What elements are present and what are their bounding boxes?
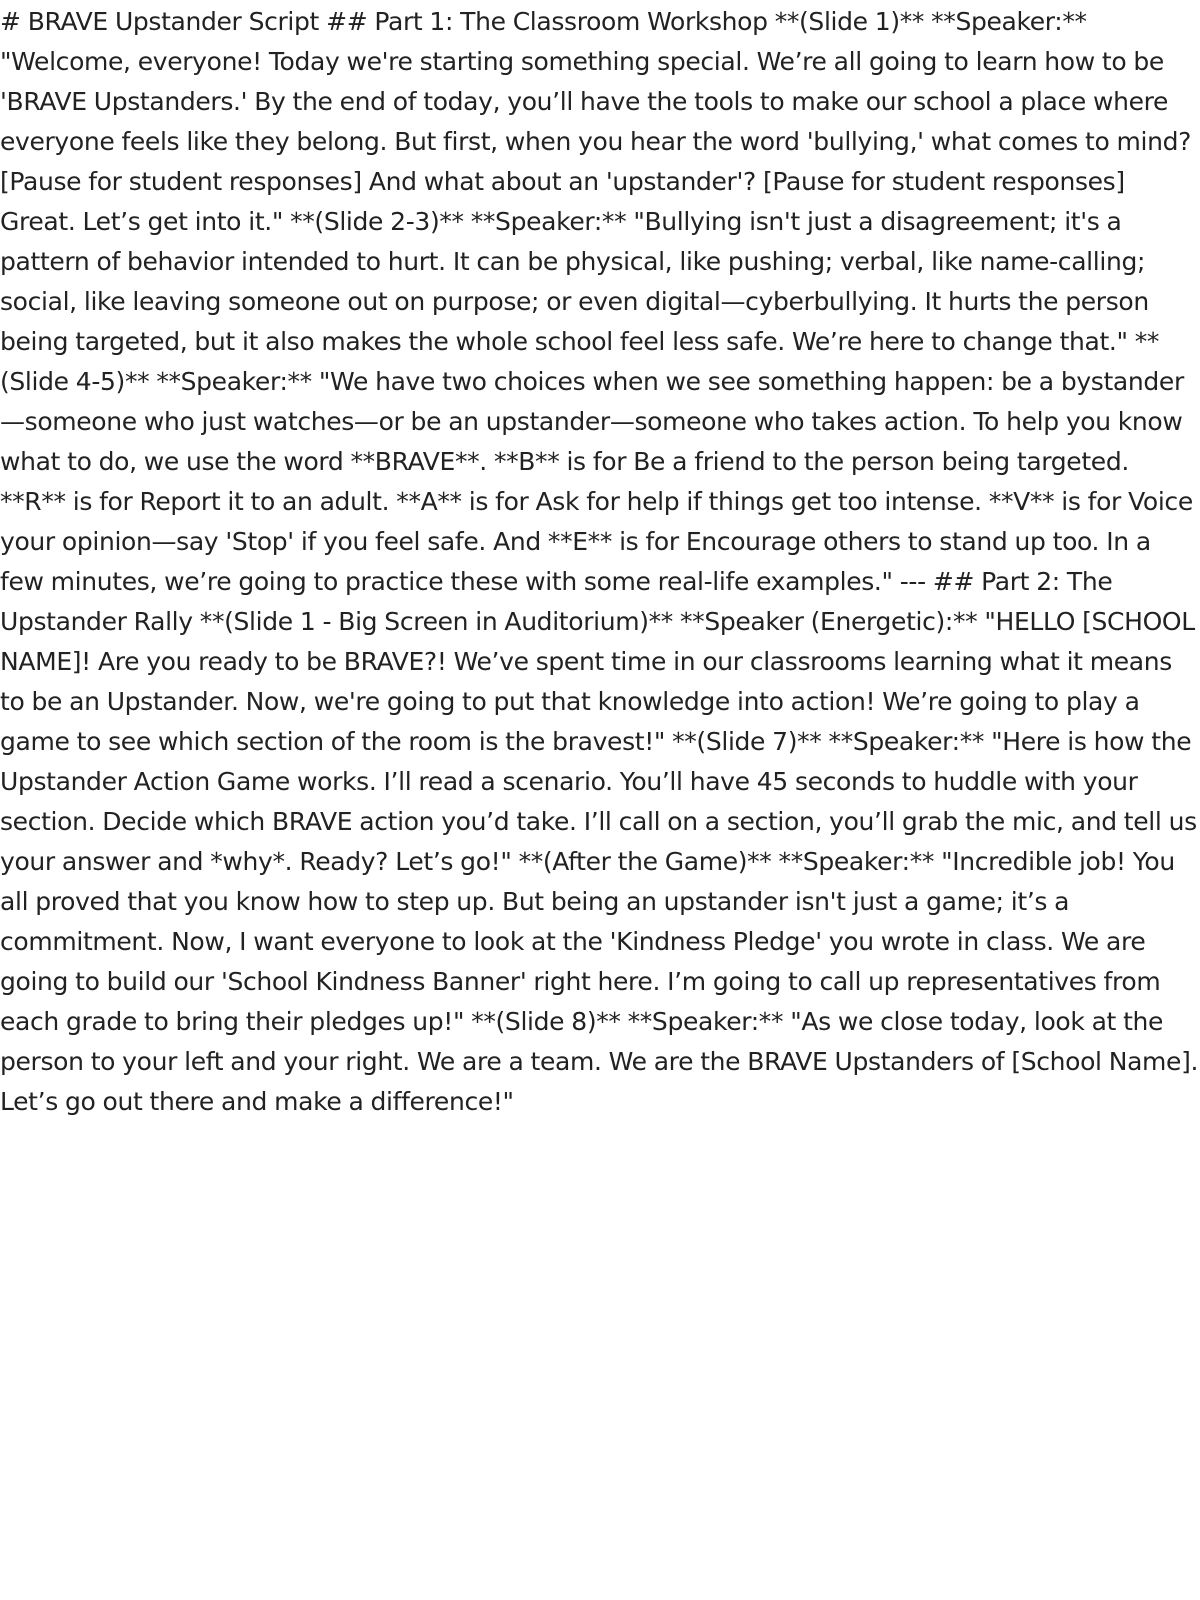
document-body <box>0 2 1200 1122</box>
script-text: # BRAVE Upstander Script ## Part 1: The Classroom Workshop **(Slide 1)** **Speaker:** "Welcome, everyone! Today we're starting something special. We’re all going to learn how to be 'BRAVE Upstanders.' By the end of today, you’ll have the tools to make our school a place where everyone feels like they belong. But first, when you hear the word 'bullying,' what comes to mind? [Pause for student responses] And what about an 'upstander'? [Pause for student responses] Great. Let’s get into it." **(Slide 2-3)** **Speaker:** "Bullying isn't just a disagreement; it's a pattern of behavior intended to hurt. It can be physical, like pushing; verbal, like name-calling; social, like leaving someone out on purpose; or even digital—cyberbullying. It hurts the person being targeted, but it also makes the whole school feel less safe. We’re here to change that." **(Slide 4-5)** **Speaker:** "We have two choices when we see something happen: be a bystander—someone who just watches—or be an upstander—someone who takes action. To help you know what to do, we use the word **BRAVE**. **B** is for Be a friend to the person being targeted. **R** is for Report it to an adult. **A** is for Ask for help if things get too intense. **V** is for Voice your opinion—say 'Stop' if you feel safe. And **E** is for Encourage others to stand up too. In a few minutes, we’re going to practice these with some real-life examples." --- ## Part 2: The Upstander Rally **(Slide 1 - Big Screen in Auditorium)** **Speaker (Energetic):** "HELLO [SCHOOL NAME]! Are you ready to be BRAVE?! We’ve spent time in our classrooms learning what it means to be an Upstander. Now, we're going to put that knowledge into action! We’re going to play a game to see which section of the room is the bravest!" **(Slide 7)** **Speaker:** "Here is how the Upstander Action Game works. I’ll read a scenario. You’ll have 45 seconds to huddle with your section. Decide which BRAVE action you’d take. I’ll call on a section, you’ll grab the mic, and tell us your answer and *why*. Ready? Let’s go!" **(After the Game)** **Speaker:** "Incredible job! You all proved that you know how to step up. But being an upstander isn't just a game; it’s a commitment. Now, I want everyone to look at the 'Kindness Pledge' you wrote in class. We are going to build our 'School Kindness Banner' right here. I’m going to call up representatives from each grade to bring their pledges up!" **(Slide 8)** **Speaker:** "As we close today, look at the person to your left and your right. We are a team. We are the BRAVE Upstanders of [School Name]. Let’s go out there and make a difference!" <box>0 7 1199 1116</box>
